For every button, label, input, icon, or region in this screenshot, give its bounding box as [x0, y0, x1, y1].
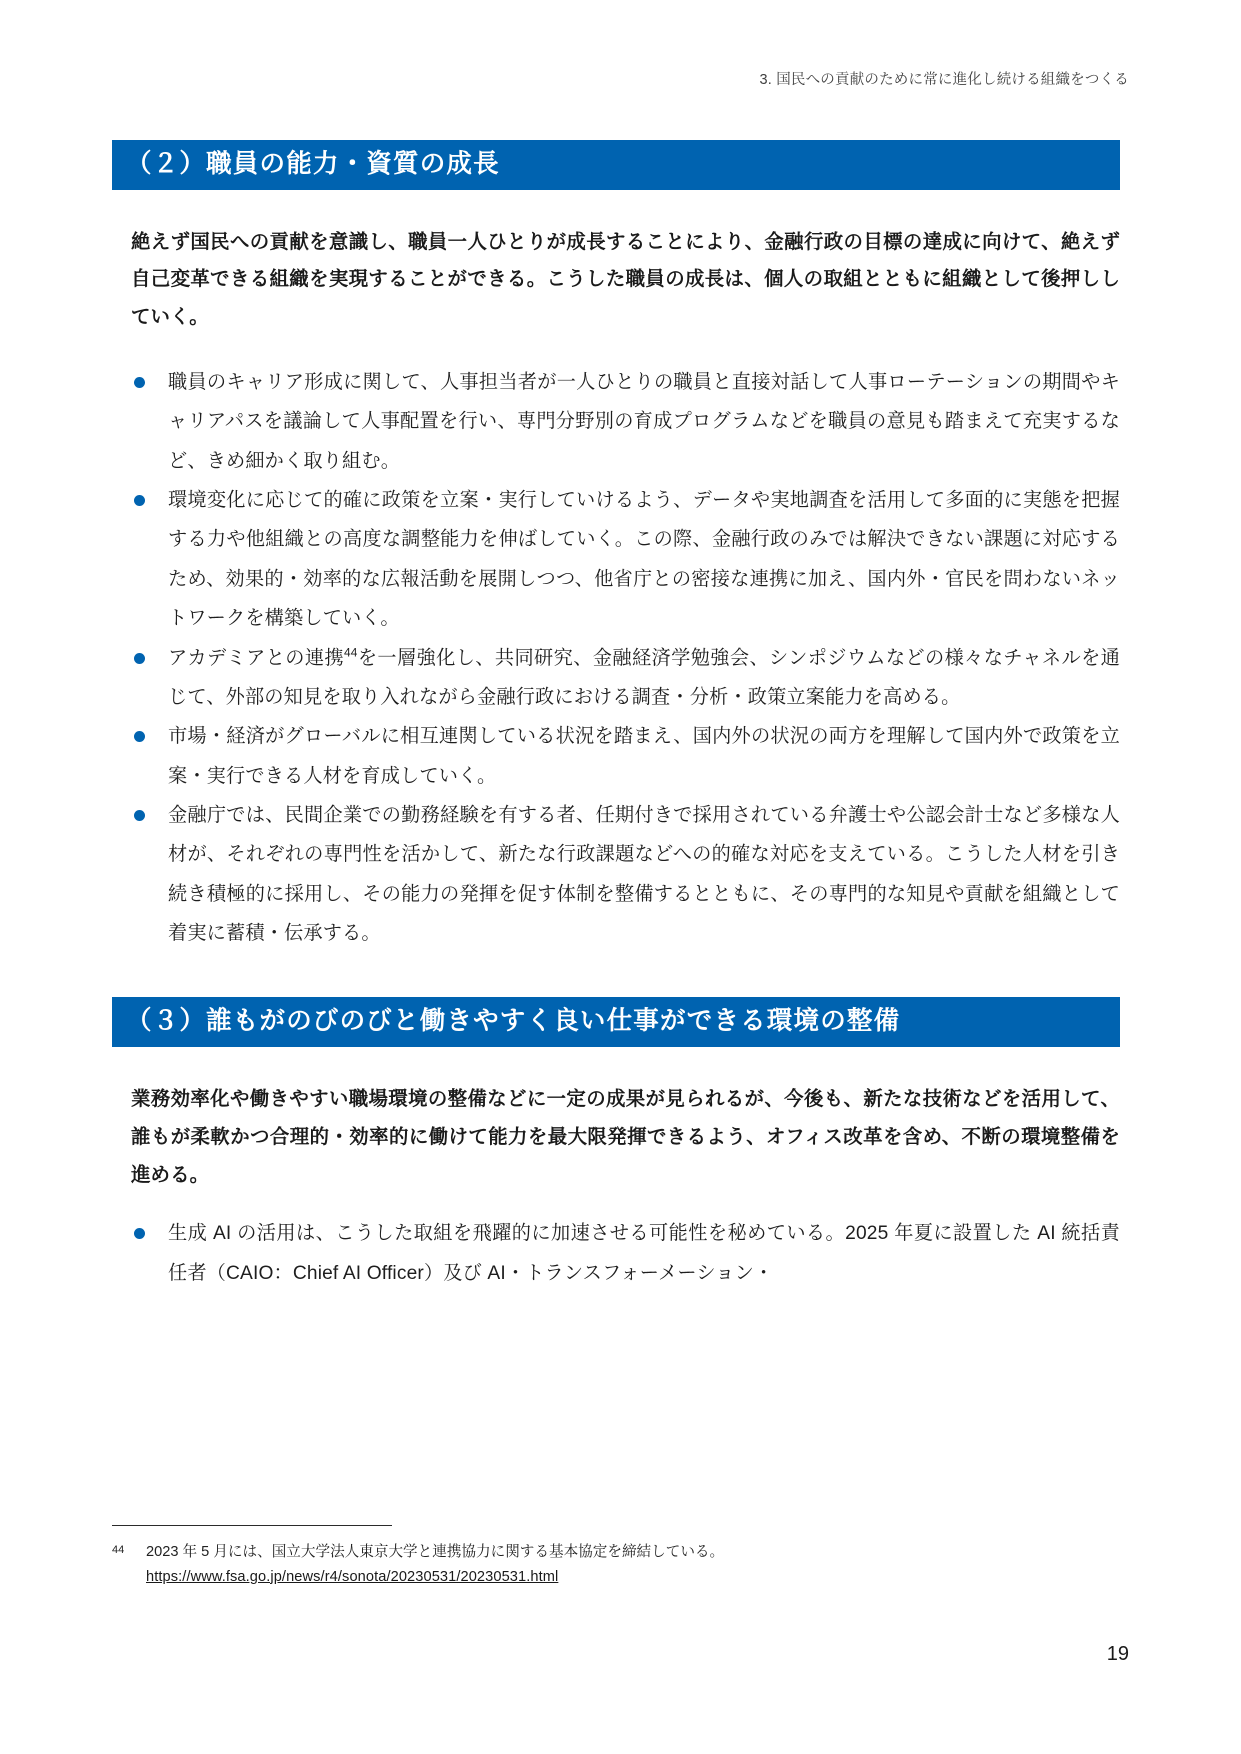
list-item — [112, 1214, 1120, 1293]
footnote-url-link[interactable]: https://www.fsa.go.jp/news/r4/sonota/20230531/20230531.html — [146, 1568, 559, 1585]
footnote-separator-rule — [112, 1525, 392, 1526]
list-item — [112, 481, 1120, 638]
list-item — [112, 639, 1120, 718]
list-item-text: 環境変化に応じて的確に政策を立案・実行していけるよう、データや実地調査を活用して多面的に実態を把握する力や他組織との高度な調整能力を伸ばしていく。この際、金融行政のみでは解決できない課題に対応するため、効果的・効率的な広報活動を展開しつつ、他省庁との密接な連携に加え、国内外・官民を問わないネットワークを構築していく。 — [168, 490, 1120, 630]
section-heading-3: （３）誰もがのびのびと働きやすく良い仕事ができる環境の整備 — [112, 997, 1120, 1047]
page-number: 19 — [1106, 1643, 1129, 1665]
footnote-entry — [112, 1540, 1120, 1566]
list-item — [112, 796, 1120, 953]
list-item-text: 職員のキャリア形成に関して、人事担当者が一人ひとりの職員と直接対話して人事ローテーションの期間やキャリアパスを議論して人事配置を行い、専門分野別の育成プログラムなどを職員の意見も踏まえて充実するなど、きめ細かく取り組む。 — [168, 372, 1120, 472]
page-content — [112, 140, 1120, 1293]
bullet-dot-icon — [134, 810, 145, 821]
footnote-area — [112, 1525, 1120, 1585]
list-item-text: 金融庁では、民間企業での勤務経験を有する者、任期付きで採用されている弁護士や公認会計士など多様な人材が、それぞれの専門性を活かして、新たな行政課題などへの的確な対応を支えている。こうした人材を引き続き積極的に採用し、その能力の発揮を促す体制を整備するとともに、その専門的な知見や貢献を組織として着実に蓄積・伝承する。 — [168, 804, 1120, 945]
section-2-bullet-list — [112, 363, 1120, 953]
running-header: 3. 国民への貢献のために常に進化し続ける組織をつくる — [759, 72, 1129, 88]
section-heading-2: （２）職員の能力・資質の成長 — [112, 140, 1120, 190]
section-3-lead-paragraph: 業務効率化や働きやすい職場環境の整備などに一定の成果が見られるが、今後も、新たな技術などを活用して、誰もが柔軟かつ合理的・効率的に働けて能力を最大限発揮できるよう、オフィス改革を含め、不断の環境整備を進める。 — [131, 1087, 1120, 1186]
list-item — [112, 717, 1120, 796]
footnote-reference-44[interactable]: 44 — [344, 645, 358, 660]
list-item-text-before: アカデミアとの連携 — [168, 647, 345, 669]
bullet-dot-icon — [134, 731, 145, 742]
bullet-dot-icon — [134, 495, 145, 506]
footnote-number: 44 — [112, 1544, 125, 1556]
section-2-lead-paragraph: 絶えず国民への貢献を意識し、職員一人ひとりが成長することにより、金融行政の目標の達成に向けて、絶えず自己変革できる組織を実現することができる。こうした職員の成長は、個人の取組とともに組織として後押ししていく。 — [131, 230, 1120, 329]
section-3-bullet-list — [112, 1214, 1120, 1293]
list-item — [112, 363, 1120, 481]
bullet-dot-icon — [134, 1228, 145, 1239]
list-item-text-after: を一層強化し、共同研究、金融経済学勉強会、シンポジウムなどの様々なチャネルを通じて、外部の知見を取り入れながら金融行政における調査・分析・政策立案能力を高める。 — [168, 647, 1120, 708]
bullet-dot-icon — [134, 653, 145, 664]
bullet-dot-icon — [134, 377, 145, 388]
footnote-text: 2023 年 5 月には、国立大学法人東京大学と連携協力に関する基本協定を締結している。 — [146, 1544, 725, 1560]
list-item-text: 市場・経済がグローバルに相互連関している状況を踏まえ、国内外の状況の両方を理解して国内外で政策を立案・実行できる人材を育成していく。 — [168, 726, 1120, 787]
list-item-text: 生成 AI の活用は、こうした取組を飛躍的に加速させる可能性を秘めている。2025 年夏に設置した AI 統括責任者（CAIO：Chief AI Officer）及び AI・トランスフォーメーション・ — [168, 1223, 1120, 1284]
